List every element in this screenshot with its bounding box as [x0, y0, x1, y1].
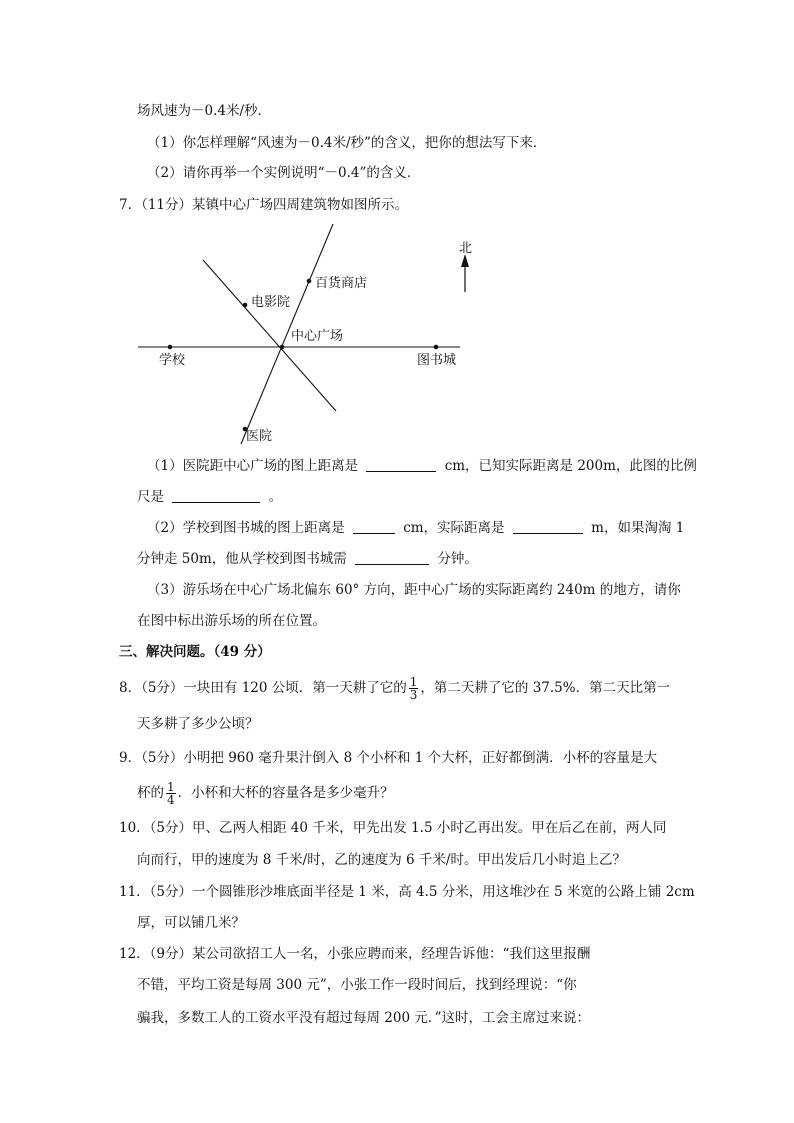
q6-continuation: 场风速为－0.4米/秒． — [137, 103, 272, 119]
q7-p2-text-e: 分钟。 — [437, 551, 478, 567]
q9-frac-num: 1 — [167, 780, 175, 794]
q8-fraction — [409, 676, 419, 701]
cinema-label: 电影院 — [251, 295, 291, 310]
q7-p2-text-b: cm，实际距离是 — [403, 520, 505, 536]
q7-p1-text-c: 尺是 — [137, 489, 164, 505]
q8-line2: 天多耕了多少公顷？ — [137, 716, 259, 732]
q11-line2: 厚，可以铺几米？ — [137, 915, 245, 931]
school-label: 学校 — [159, 353, 186, 368]
cinema-dot — [243, 303, 248, 308]
q12-line3: 骗我，多数工人的工资水平没有超过每周 200 元．”这时，工会主席过来说： — [137, 1010, 591, 1026]
q7-part2-line1 — [147, 518, 684, 538]
q7-p1-blank-distance[interactable] — [366, 457, 436, 472]
q9-line2 — [137, 781, 394, 806]
q7-p2-blank-map-distance[interactable] — [353, 519, 395, 534]
department-store-dot — [307, 279, 312, 284]
center-square-label: 中心广场 — [291, 329, 344, 344]
department-store-label: 百货商店 — [315, 276, 368, 291]
q8-frac-num: 1 — [409, 675, 418, 689]
q7-part3-line2: 在图中标出游乐场的所在位置。 — [137, 613, 326, 629]
q8-text-a: 8．（5分）一块田有 120 公顷．第一天耕了它的 — [119, 680, 407, 696]
q7-title: 7．（11分）某镇中心广场四周建筑物如图所示。 — [119, 197, 409, 213]
school-dot — [168, 345, 173, 350]
q7-p2-text-d: 分钟走 50m，他从学校到图书城需 — [137, 551, 347, 567]
q7-p2-blank-actual-distance[interactable] — [513, 519, 583, 534]
q7-p2-text-a: （2）学校到图书城的图上距离是 — [147, 520, 345, 536]
q6-part2: （2）请你再举一个实例说明“－0.4”的含义． — [147, 165, 421, 181]
north-label: 北 — [459, 241, 473, 256]
library-label: 图书城 — [417, 353, 457, 368]
q8-line1 — [119, 676, 670, 701]
q12-line2: 不错，平均工资是每周 300 元”，小张工作一段时间后，找到经理说：“你 — [137, 977, 577, 993]
library-dot — [434, 345, 439, 350]
q7-p1-text-b: cm，已知实际距离是 200m，此图的比例 — [444, 458, 697, 474]
q9-text-b1: 杯的 — [137, 785, 164, 801]
q10-line2: 向而行，甲的速度为 8 千米/时，乙的速度为 6 千米/时。甲出发后几小时追上乙？ — [137, 852, 626, 868]
q9-frac-den: 4 — [167, 793, 175, 807]
q7-p1-text-a: （1）医院距中心广场的图上距离是 — [147, 458, 359, 474]
q11-line1: 11．（5分）一个圆锥形沙堆底面半径是 1 米，高 4.5 分米，用这堆沙在 5 米宽的公路上铺 2cm — [119, 884, 695, 900]
q7-p1-text-d: 。 — [268, 489, 283, 505]
q8-frac-den: 3 — [409, 688, 418, 702]
hospital-label: 医院 — [246, 429, 273, 444]
q7-p1-blank-scale[interactable] — [172, 488, 260, 503]
center-square-dot — [280, 345, 285, 350]
q9-fraction — [166, 781, 176, 806]
q6-part1: （1）你怎样理解“风速为－0.4米/秒”的含义，把你的想法写下来． — [147, 135, 547, 151]
q7-p2-blank-minutes[interactable] — [355, 550, 429, 565]
q12-line1: 12．（9分）某公司欲招工人一名，小张应聘而来，经理告诉他：“我们这里报酬 — [119, 946, 591, 962]
q7-part1-line2 — [137, 487, 282, 507]
q9-text-b2: ．小杯和大杯的容量各是多少毫升？ — [177, 785, 394, 801]
q7-part3-line1: （3）游乐场在中心广场北偏东 60° 方向，距中心广场的实际距离约 240m 的地方，请你 — [147, 582, 681, 598]
town-map-diagram — [135, 222, 475, 450]
q7-part2-line2 — [137, 549, 478, 569]
q10-line1: 10．（5分）甲、乙两人相距 40 千米，甲先出发 1.5 小时乙再出发。甲在后乙在前，两人同 — [119, 820, 667, 836]
q9-line1: 9．（5分）小明把 960 毫升果汁倒入 8 个小杯和 1 个大杯，正好都倒满．小杯的容量是大 — [119, 750, 658, 766]
q7-part1-line1 — [147, 456, 697, 476]
q8-text-b: ，第二天耕了它的 37.5%．第二天比第一 — [420, 680, 671, 696]
q7-p2-text-c: m，如果淘淘 1 — [591, 520, 685, 536]
section-3-heading: 三、解决问题。（49 分） — [119, 644, 271, 660]
